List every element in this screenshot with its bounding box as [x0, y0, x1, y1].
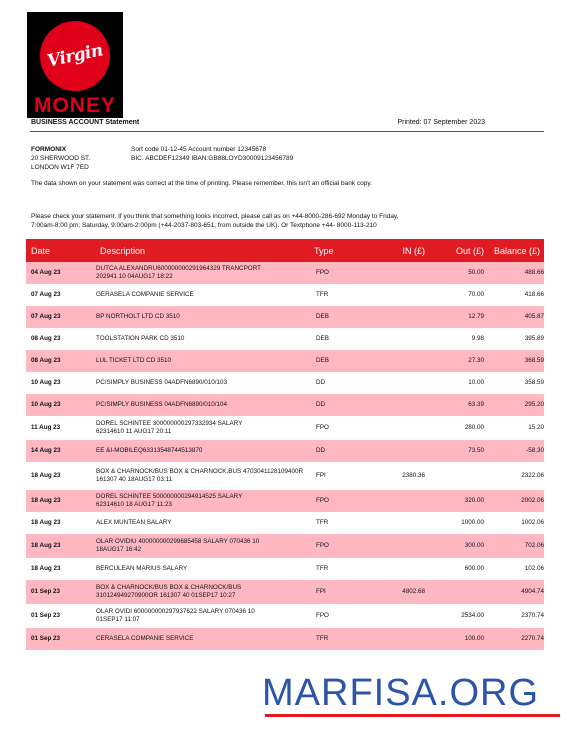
cell-out: 1000.00 [461, 519, 484, 526]
cell-balance: 395.89 [524, 335, 544, 342]
cell-type: DD [316, 379, 326, 386]
description-line-2: 161307 40 18AUG17 03:11 [96, 476, 173, 483]
cell-type: DEB [316, 313, 329, 320]
description-line-2: 202941 10 04AUG17 18:22 [96, 273, 173, 280]
cell-out: 70.00 [468, 291, 484, 298]
table-row [26, 558, 544, 580]
header-out: Out (£) [455, 245, 484, 256]
table-body [26, 262, 544, 650]
description-line-1: ALEX MUNTEAN SALARY [96, 519, 172, 526]
watermark-underline [265, 714, 560, 717]
cell-date: 01 Sep 23 [31, 612, 61, 619]
cell-out: 50.00 [468, 269, 484, 276]
cell-description [96, 335, 314, 343]
cell-out: 320.00 [464, 497, 484, 504]
cell-out: 600.00 [464, 565, 484, 572]
cell-date: 18 Aug 23 [31, 519, 61, 526]
cell-description [96, 468, 314, 484]
cell-date: 11 Aug 23 [31, 424, 61, 431]
cell-description [96, 313, 314, 321]
description-line-1: TOOLSTATION PARK CD 3510 [96, 335, 185, 342]
printed-date: Printed: 07 September 2023 [397, 119, 485, 126]
cell-date: 18 Aug 23 [31, 565, 61, 572]
cell-date: 18 Aug 23 [31, 497, 61, 504]
address-line-2: LONDON W1F 7ED [31, 164, 89, 171]
cell-type: FPO [316, 497, 329, 504]
cell-out: 280.00 [464, 424, 484, 431]
cell-out: 63.39 [468, 401, 484, 408]
header-divider [30, 131, 544, 132]
cell-out: 27.30 [468, 357, 484, 364]
cell-date: 08 Aug 23 [31, 357, 61, 364]
table-row [26, 604, 544, 628]
table-row [26, 628, 544, 650]
cell-type: DEB [316, 335, 329, 342]
cell-balance: 2370.74 [521, 612, 544, 619]
accuracy-notice: The data shown on your statement was correct at the time of printing. Please remember, this isn't an official bank copy. [31, 180, 372, 187]
virgin-money-logo [27, 12, 123, 118]
cell-type: DEB [316, 357, 329, 364]
cell-type: TFR [316, 519, 329, 526]
description-line-1: EE &I-MOBILEQ63313548744513870 [96, 447, 203, 454]
description-line-1: BOX & CHARNOCK/BUS BOX & CHARNOCK/BUS [96, 584, 242, 591]
cell-date: 10 Aug 23 [31, 379, 61, 386]
table-row [26, 262, 544, 284]
cell-description [96, 565, 314, 573]
logo-virgin-text: Virgin [45, 40, 105, 72]
cell-date: 07 Aug 23 [31, 313, 61, 320]
cell-description [96, 265, 314, 281]
header-type: Type [314, 245, 334, 256]
table-row [26, 372, 544, 394]
cell-type: TFR [316, 635, 329, 642]
cell-description [96, 608, 314, 624]
description-line-1: OLAR OVIDI 600000000297937622 SALARY 070436 10 [96, 608, 255, 615]
table-row [26, 306, 544, 328]
table-row [26, 462, 544, 490]
cell-description [96, 493, 314, 509]
cell-out: 9.98 [471, 335, 484, 342]
cell-in: 2380.36 [402, 472, 425, 479]
cell-type: FPO [316, 542, 329, 549]
cell-type: TFR [316, 565, 329, 572]
cell-description [96, 420, 314, 436]
cell-description [96, 519, 314, 527]
sort-code-account: Sort code 01-12-45 Account number 12345678 [131, 146, 267, 153]
cell-balance: 15.20 [528, 424, 544, 431]
description-line-1: BOX & CHARNOCK/BUS BOX & CHARNOCK,BUS 4703041128109400R [96, 468, 304, 475]
cell-description [96, 447, 314, 455]
description-line-1: DOREL SCHINTEE 500000000294914525 SALARY [96, 493, 243, 500]
description-line-1: BERCULEAN MARIUS SALARY [96, 565, 188, 572]
cell-description [96, 584, 314, 600]
table-row [26, 284, 544, 306]
cell-out: 300.00 [464, 542, 484, 549]
table-row [26, 416, 544, 440]
transactions-table [26, 239, 544, 650]
cell-out: 10.00 [468, 379, 484, 386]
cell-balance: 2002.06 [521, 497, 544, 504]
table-row [26, 534, 544, 558]
description-line-2: 310124949270900OR 161307 40 01SEP17 10:27 [96, 592, 236, 599]
cell-balance: 488.66 [524, 269, 544, 276]
header-date: Date [31, 245, 51, 256]
cell-description [96, 357, 314, 365]
cell-balance: 1002.06 [521, 519, 544, 526]
logo-circle [40, 21, 110, 91]
table-row [26, 350, 544, 372]
description-line-1: LUL TICKET LTD CD 3510 [96, 357, 172, 364]
cell-description [96, 635, 314, 643]
logo-money-text: MONEY [33, 94, 116, 117]
account-details [131, 145, 293, 163]
cell-type: DD [316, 447, 326, 454]
cell-date: 01 Sep 23 [31, 588, 61, 595]
cell-in: 4802.68 [402, 588, 425, 595]
cell-out: 73.50 [468, 447, 484, 454]
watermark-text: MARFISA.ORG [262, 672, 540, 714]
cell-date: 04 Aug 23 [31, 269, 61, 276]
table-row [26, 580, 544, 604]
description-line-2: 62314610 11 AUG17 20:11 [96, 428, 172, 435]
cell-date: 10 Aug 23 [31, 401, 61, 408]
cell-date: 18 Aug 23 [31, 542, 61, 549]
cell-balance: 2270.74 [521, 635, 544, 642]
cell-description [96, 401, 314, 409]
description-line-1: DOREL SCHINTEE 300000000297332934 SALARY [96, 420, 243, 427]
cell-balance: 295.20 [524, 401, 544, 408]
cell-balance: 405.87 [524, 313, 544, 320]
cell-balance: 358.59 [524, 379, 544, 386]
header-description: Description [100, 245, 146, 256]
description-line-1: DUTCA ALEXANDRU600000000291964329 TRANCPORT [96, 265, 261, 272]
table-row [26, 328, 544, 350]
cell-date: 14 Aug 23 [31, 447, 61, 454]
description-line-1: PC/SIMPLY BUSINESS 04ADFN6890/010/103 [96, 379, 228, 386]
cell-out: 12.79 [468, 313, 484, 320]
cell-balance: 418.66 [524, 291, 544, 298]
cell-type: TFR [316, 291, 329, 298]
description-line-1: PC/SIMPLY BUSINESS 04ADFN6890/010/104 [96, 401, 228, 408]
cell-balance: -58.30 [526, 447, 544, 454]
description-line-1: OLAR OVIDIU 400000000299685458 SALARY 070436 10 [96, 538, 260, 545]
cell-date: 08 Aug 23 [31, 335, 61, 342]
header-in: IN (£) [402, 245, 425, 256]
cell-balance: 102.06 [524, 565, 544, 572]
cell-type: FPI [316, 472, 326, 479]
table-row [26, 394, 544, 416]
header-balance: Balance (£) [493, 245, 540, 256]
company-name: FORMONIX [31, 146, 67, 153]
description-line-2: 18AUG17 16:42 [96, 546, 142, 553]
description-line-1: BP NORTHOLT LTD CD 3510 [96, 313, 180, 320]
cell-type: FPI [316, 588, 326, 595]
cell-balance: 2322.06 [521, 472, 544, 479]
cell-balance: 368.59 [524, 357, 544, 364]
description-line-1: CERASELA COMPANIE SERVICE [96, 635, 194, 642]
cell-balance: 4904.74 [521, 588, 544, 595]
cell-description [96, 291, 314, 299]
cell-type: DD [316, 401, 326, 408]
description-line-2: 01SEP17 11:07 [96, 616, 140, 623]
cell-description [96, 538, 314, 554]
table-row [26, 512, 544, 534]
table-row [26, 490, 544, 512]
cell-type: FPO [316, 269, 329, 276]
check-notice: Please check your statement. If you think that something looks incorrect, please call as on +44-8000-286-692 Monday to Friday, 7:00am-8:00 pm; Saturday, 9:00am-2:00pm (+44-2037-803-651, from outside the UK). Or Textphone +44- 8000-113-210 [31, 213, 399, 229]
cell-balance: 702.06 [524, 542, 544, 549]
cell-type: FPO [316, 612, 329, 619]
cell-date: 01 Sep 23 [31, 635, 61, 642]
statement-title: BUSINESS ACCOUNT Statement [31, 119, 140, 126]
description-line-1: GERASELA COMPANIE SERVICE [96, 291, 194, 298]
cell-type: FPO [316, 424, 329, 431]
cell-date: 07 Aug 23 [31, 291, 61, 298]
table-header [26, 239, 544, 262]
bic-iban: BIC. ABCDEF12349 IBAN:GB88LOYD30009123456789 [131, 155, 294, 162]
address-line-1: 20 SHERWOOD ST. [31, 155, 91, 162]
cell-out: 100.00 [464, 635, 484, 642]
cell-out: 2534.00 [461, 612, 484, 619]
cell-date: 18 Aug 23 [31, 472, 61, 479]
description-line-2: 62314610 18 AUG17 11:23 [96, 501, 172, 508]
customer-address [31, 145, 90, 172]
cell-description [96, 379, 314, 387]
table-row [26, 440, 544, 462]
